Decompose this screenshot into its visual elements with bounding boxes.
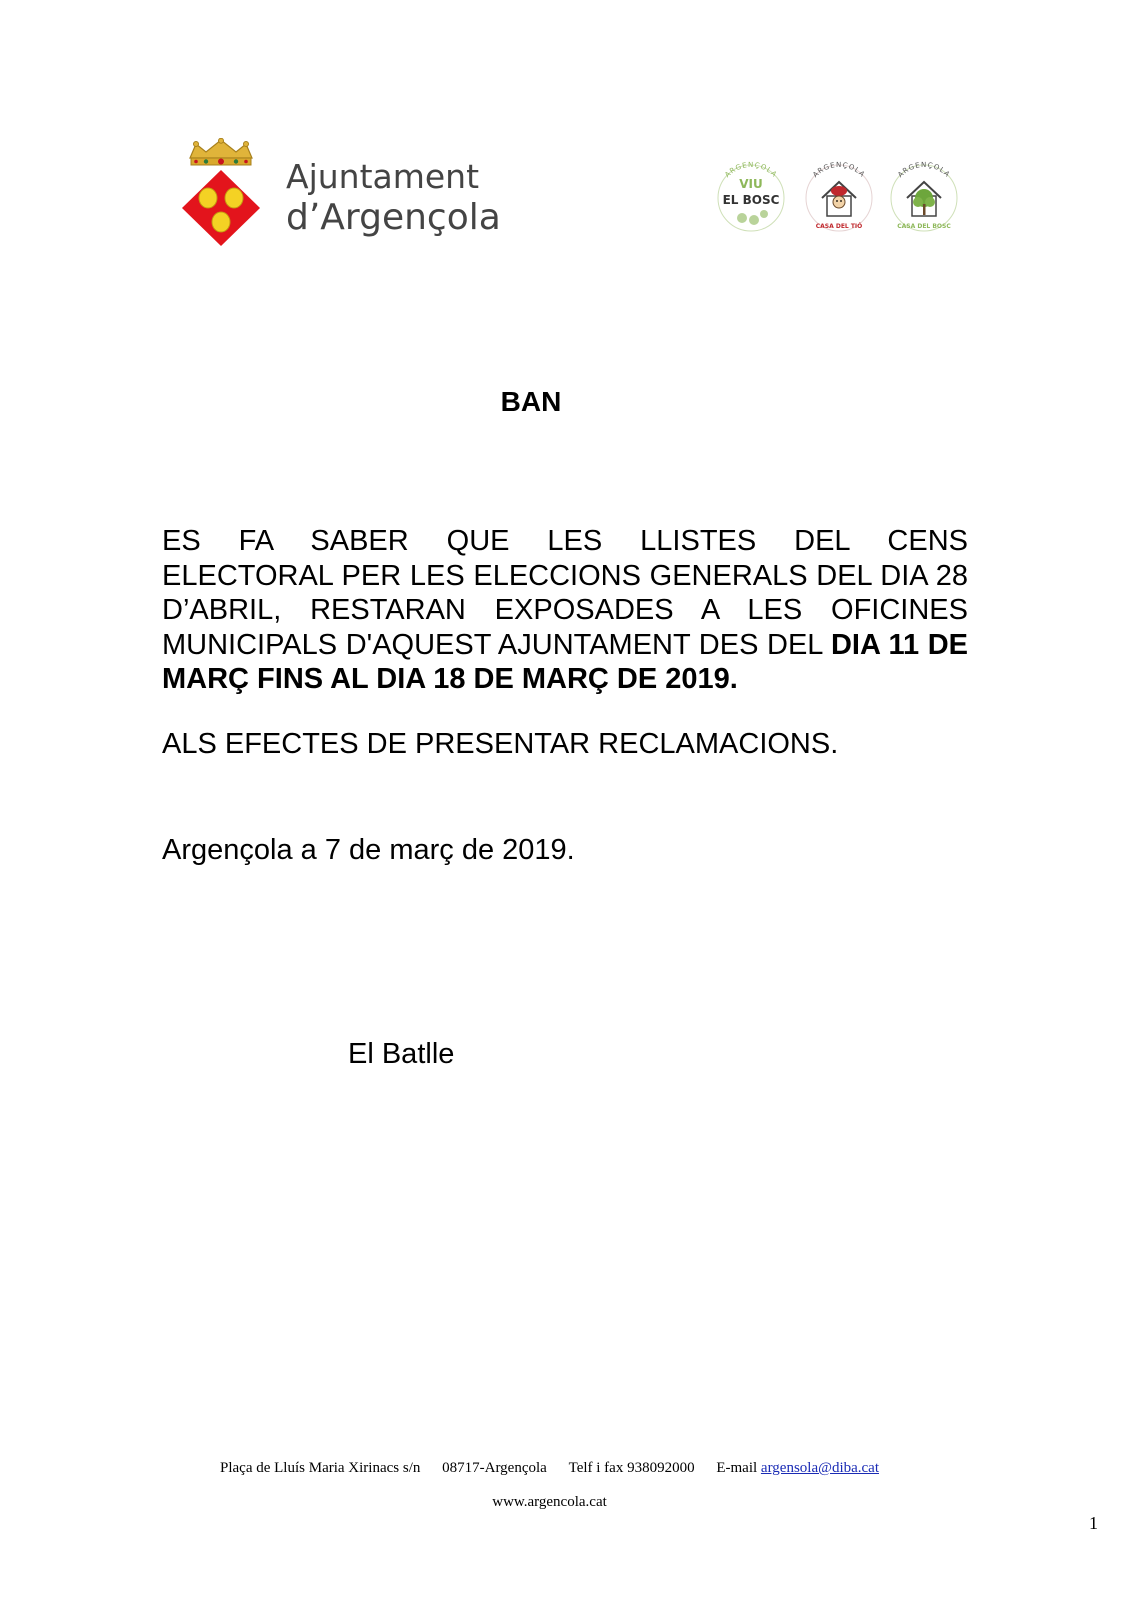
purpose-line: ALS EFECTES DE PRESENTAR RECLAMACIONS. <box>162 728 839 760</box>
badge-viu-text: VIU <box>739 177 763 191</box>
municipality-name <box>286 156 501 238</box>
org-name-line2: d’Argençola <box>286 197 501 238</box>
page-number: 1 <box>1089 1513 1098 1533</box>
casa-del-tio-badge-icon <box>800 158 878 238</box>
casa-del-bosc-badge-icon <box>885 158 963 238</box>
badge-arc-text: ARGENÇOLA <box>896 160 952 180</box>
viu-el-bosc-badge-icon <box>712 158 790 238</box>
announcement-first-line: ES FA SABER QUE LES LLISTES DEL CENS <box>162 525 968 557</box>
footer-email-label: E-mail <box>716 1460 758 1476</box>
svg-text:ARGENÇOLA <box>811 161 866 179</box>
badge-arc-text: ARGENÇOLA <box>811 160 867 180</box>
footer-email-link[interactable]: argensola@diba.cat <box>760 1460 879 1476</box>
footer-contact <box>0 1460 1099 1477</box>
footer-address: Plaça de Lluís Maria Xirinacs s/n <box>220 1460 421 1476</box>
badge-arc-text: ARGENÇOLA <box>723 160 779 180</box>
crown-icon <box>190 138 252 165</box>
org-name-line1: Ajuntament <box>286 157 480 196</box>
footer-website: www.argencola.cat <box>492 1494 607 1510</box>
badge-casa-del-bosc-text: CASA DEL BOSC <box>897 223 951 230</box>
svg-text:ARGENÇOLA <box>896 161 951 179</box>
badge-casa-del-tio-text: CASA DEL TIÓ <box>815 223 863 230</box>
document-title: BAN <box>500 386 562 417</box>
footer-phone: Telf i fax 938092000 <box>568 1460 695 1476</box>
signature-line: El Batlle <box>348 1038 455 1070</box>
municipal-crest-icon <box>182 138 260 252</box>
footer-postcode: 08717-Argençola <box>442 1460 547 1476</box>
announcement-text: ELECTORAL PER LES ELECCIONS GENERALS DEL DIA 28 D’ABRIL, RESTARAN EXPOSADES A LES OFICINES MUNICIPALS D'AQUEST AJUNTAMENT DES DEL <box>162 559 968 661</box>
badge-el-bosc-text: EL BOSC <box>722 193 780 207</box>
date-place-line: Argençola a 7 de març de 2019. <box>162 834 575 866</box>
announcement-paragraph <box>162 524 968 697</box>
announcement-dates: DIA 11 DE MARÇ FINS AL DIA 18 DE MARÇ DE 2019. <box>162 628 968 695</box>
